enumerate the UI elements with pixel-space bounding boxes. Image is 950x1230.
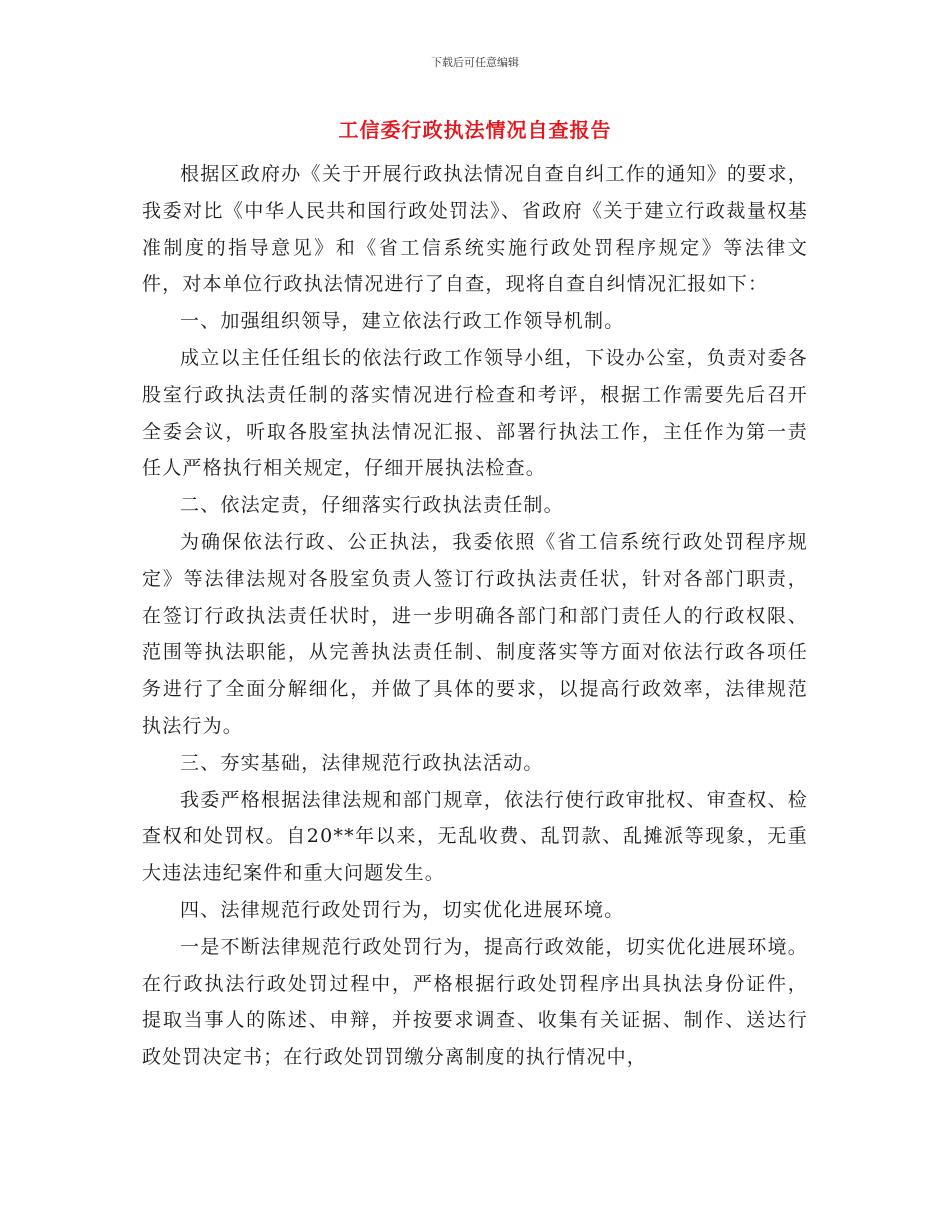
paragraph-section-4: 一是不断法律规范行政处罚行为，提高行政效能，切实优化进展环境。在行政执法行政处罚过程中，严格根据行政处罚程序出具执法身份证件，提取当事人的陈述、申辩，并按要求调查、收集有关证据、制作、送达行政处罚决定书；在行政处罚罚缴分离制度的执行情况中， — [142, 935, 808, 1069]
section-heading-3: 三、夯实基础，法律规范行政执法活动。 — [180, 751, 544, 774]
document-body — [142, 156, 808, 1076]
paragraph-section-1: 成立以主任任组长的依法行政工作领导小组，下设办公室，负责对委各股室行政执法责任制的落实情况进行检查和考评，根据工作需要先后召开全委会议，听取各股室执法情况汇报、部署行执法工作，主任作为第一责任人严格执行相关规定，仔细开展执法检查。 — [142, 346, 808, 480]
section-heading-2: 二、依法定责，仔细落实行政执法责任制。 — [180, 494, 564, 517]
paragraph-section-2: 为确保依法行政、公正执法，我委依照《省工信系统行政处罚程序规定》等法律法规对各股室负责人签订行政执法责任状，针对各部门职责，在签订行政执法责任状时，进一步明确各部门和部门责任人的行政权限、范围等执法职能，从完善执法责任制、制度落实等方面对依法行政各项任务进行了全面分解细化，并做了具体的要求，以提高行政效率，法律规范执法行为。 — [142, 530, 808, 737]
section-heading-1: 一、加强组织领导，建立依法行政工作领导机制。 — [180, 310, 625, 333]
document-title: 工信委行政执法情况自查报告 — [338, 118, 612, 142]
section-heading-4: 四、法律规范行政处罚行为，切实优化进展环境。 — [180, 898, 625, 921]
paragraph-section-3: 我委严格根据法律法规和部门规章，依法行使行政审批权、审查权、检查权和处罚权。自20**年以来，无乱收费、乱罚款、乱摊派等现象，无重大违法违纪案件和重大问题发生。 — [142, 788, 808, 885]
paragraph-intro: 根据区政府办《关于开展行政执法情况自查自纠工作的通知》的要求，我委对比《中华人民共和国行政处罚法》、省政府《关于建立行政裁量权基准制度的指导意见》和《省工信系统实施行政处罚程序规定》等法律文件，对本单位行政执法情况进行了自查，现将自查自纠情况汇报如下： — [142, 163, 808, 296]
page-header-note: 下载后可任意编辑 — [431, 56, 519, 69]
